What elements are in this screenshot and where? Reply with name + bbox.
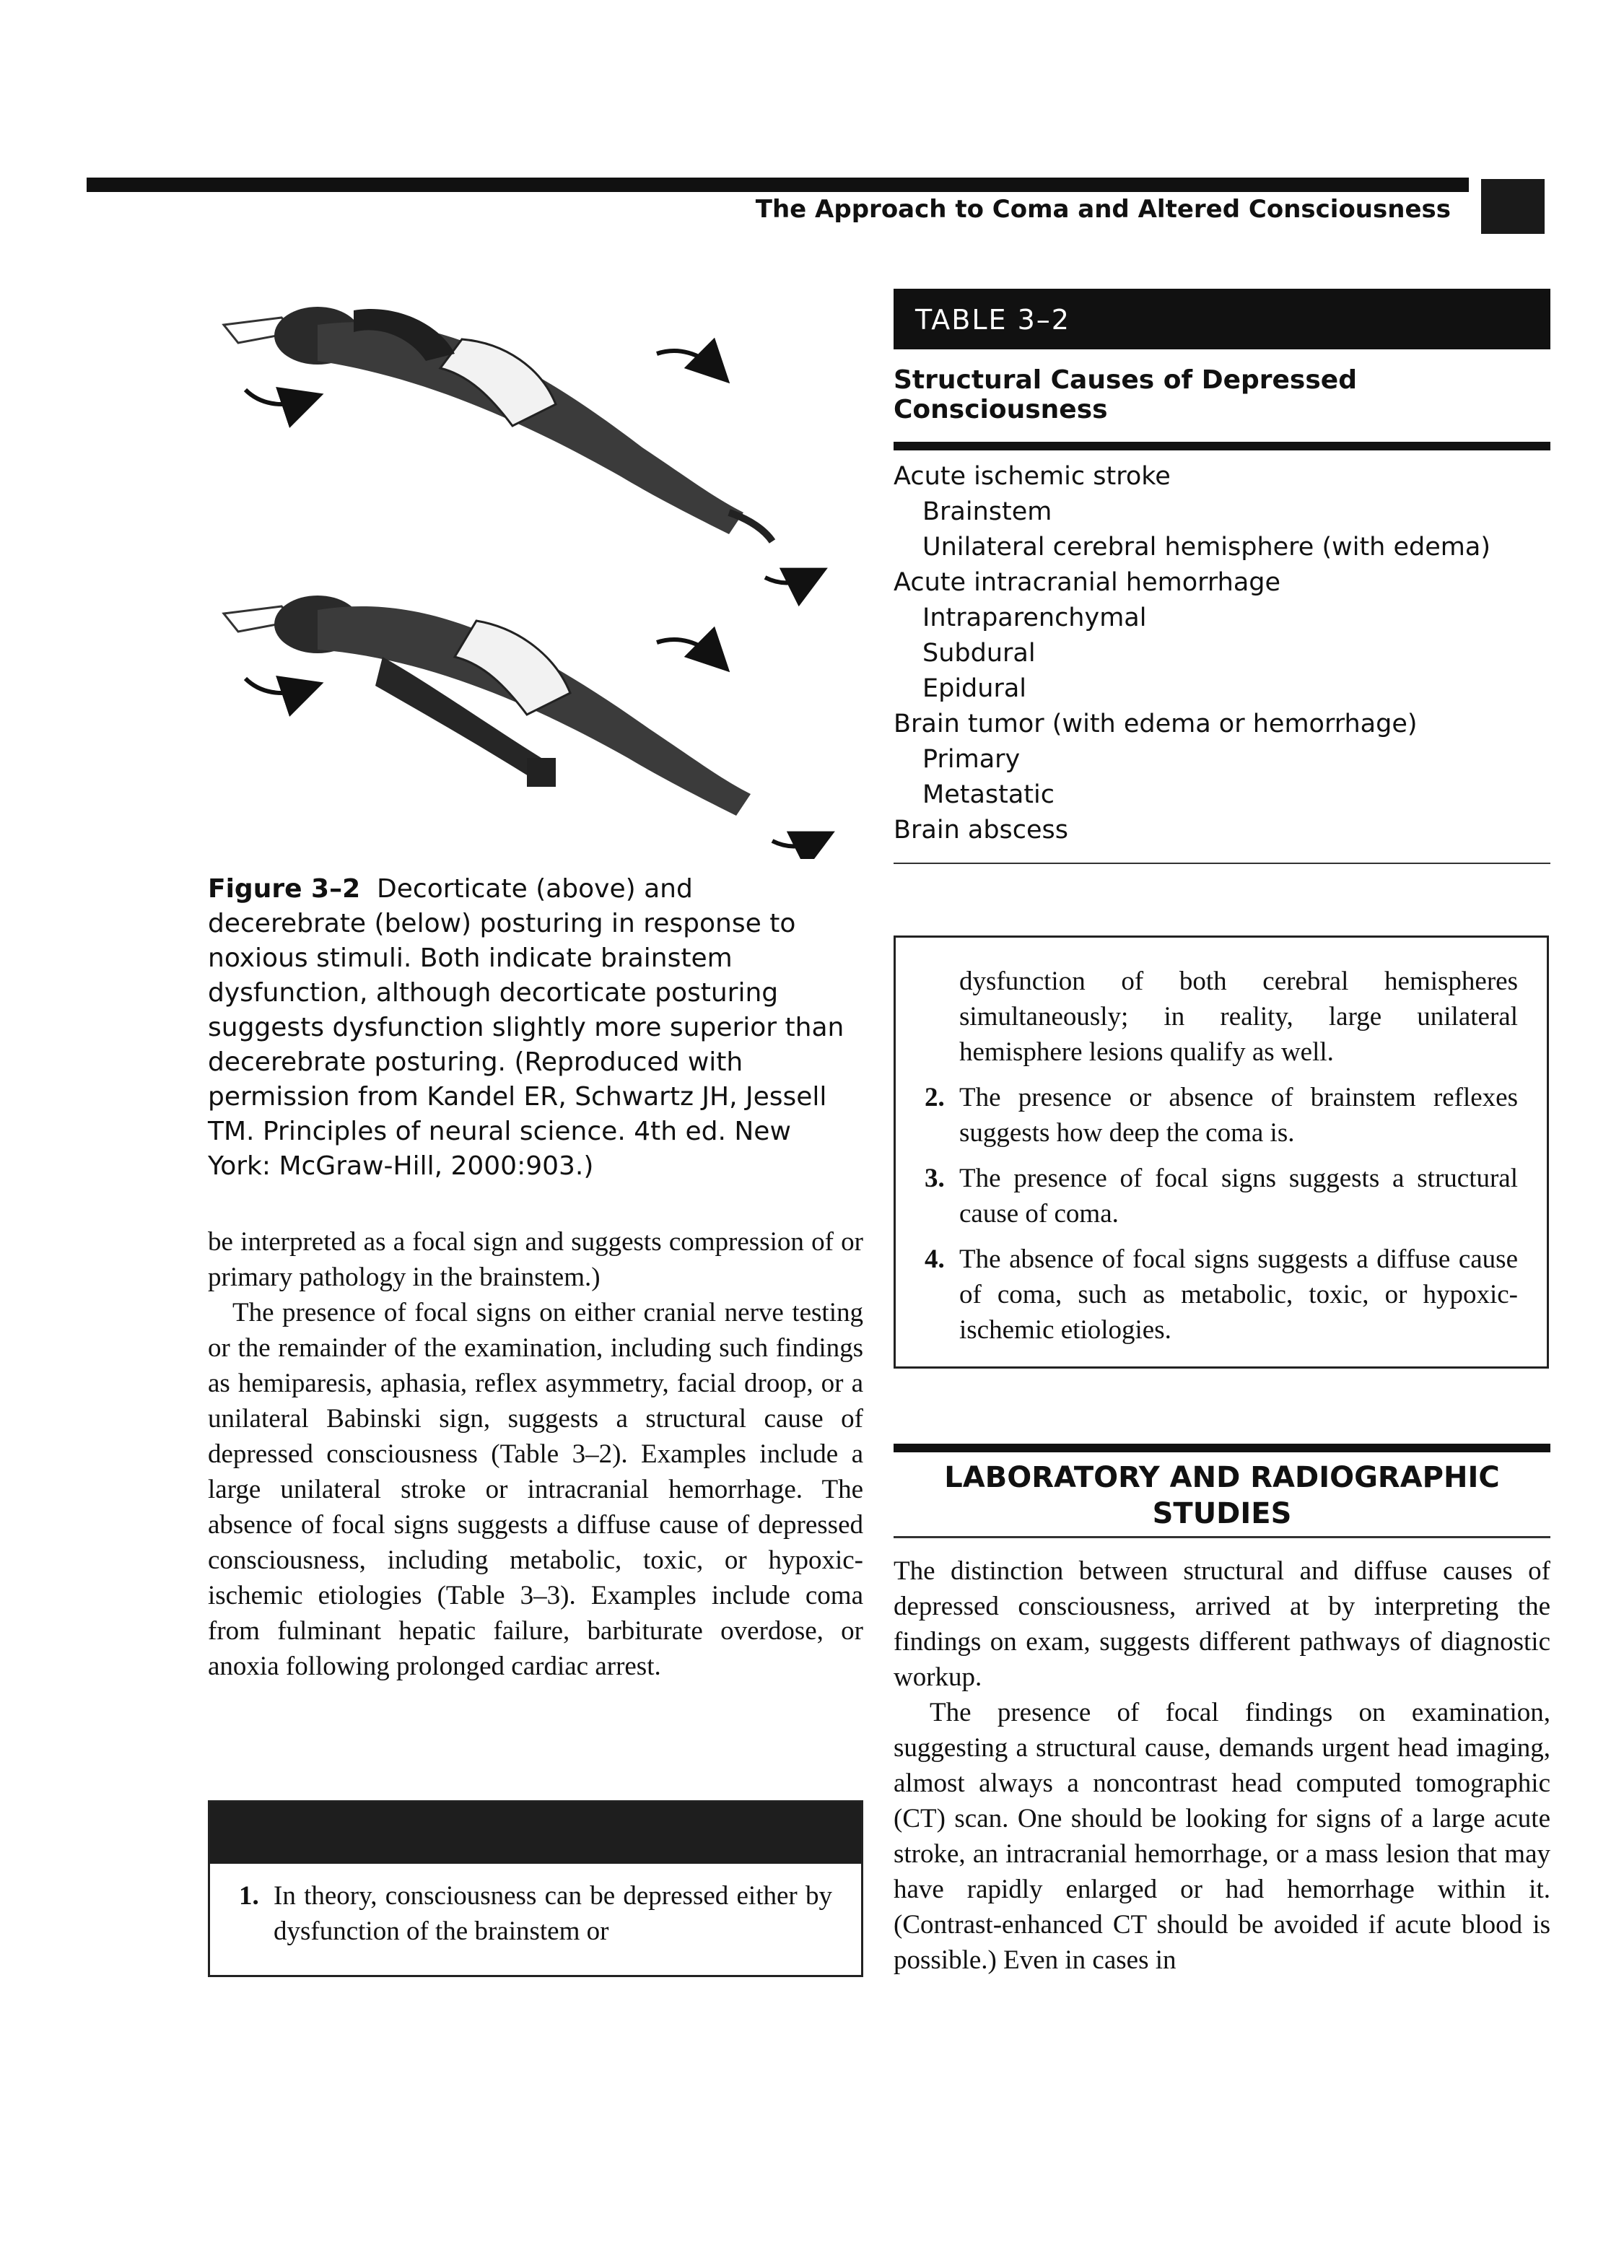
key-point-number: 4. xyxy=(925,1244,945,1274)
key-point-item xyxy=(925,1080,1518,1151)
left-paragraph-2: The presence of focal signs on either cranial nerve testing or the remainder of the examination, including such findings as hemiparesis, aphasia, reflex asymmetry, facial droop, or a unilateral Babinski sign, suggests a structural cause of depressed consciousness (Table 3–2). Examples include a large unilateral stroke or intracranial hemorrhage. The absence of focal signs suggests a diffuse cause of depressed consciousness, including metabolic, toxic, or hypoxic-ischemic etiologies (Table 3–3). Examples include coma from fulminant hepatic failure, barbiturate overdose, or anoxia following prolonged cardiac arrest. xyxy=(208,1298,863,1681)
table-rule xyxy=(894,442,1550,450)
section-rule xyxy=(894,1444,1550,1452)
table-item: Brain abscess xyxy=(894,816,1069,845)
key-points-box-start xyxy=(208,1800,863,1977)
left-body-text xyxy=(208,1224,863,1684)
table-subitem: Epidural xyxy=(922,674,1027,703)
key-point-text: The presence or absence of brainstem reflexes suggests how deep the coma is. xyxy=(959,1083,1518,1148)
table-subitem: Metastatic xyxy=(922,780,1055,809)
key-point-text: The presence of focal signs suggests a structural cause of coma. xyxy=(959,1164,1518,1229)
header-rule xyxy=(87,178,1469,192)
key-point-item xyxy=(925,1242,1518,1348)
figure-caption-text: Decorticate (above) and decerebrate (below) posturing in response to noxious stimuli. Both indicate brainstem dysfunction, although decorticate posturing suggests dysfunction slightly more superior than decerebrate posturing. (Reproduced with permission from Kandel ER, Schwartz JH, Jessell TM. Principles of neural science. 4th ed. New York: McGraw-Hill, 2000:903.) xyxy=(208,874,844,1181)
table-subitem: Intraparenchymal xyxy=(922,603,1147,632)
section-heading-line-1: LABORATORY AND RADIOGRAPHIC xyxy=(944,1461,1500,1494)
right-paragraph-1: The distinction between structural and diffuse causes of depressed consciousness, arrived at by interpreting the findings on exam, suggests different pathways of diagnostic workup. xyxy=(894,1556,1550,1692)
right-body-text xyxy=(894,1553,1550,1978)
page-tab xyxy=(1481,179,1545,234)
key-point-text: dysfunction of both cerebral hemispheres simultaneously; in reality, large unilateral hemisphere lesions qualify as well. xyxy=(959,967,1518,1067)
running-head: The Approach to Coma and Altered Consciousness xyxy=(755,195,1451,224)
table-items xyxy=(894,459,1550,848)
key-point-continuation xyxy=(925,964,1518,1070)
key-point-number: 3. xyxy=(925,1164,945,1193)
table-subitem: Unilateral cerebral hemisphere (with edema) xyxy=(922,533,1490,562)
key-point-text: The absence of focal signs suggests a diffuse cause of coma, such as metabolic, toxic, or hypoxic-ischemic etiologies. xyxy=(959,1244,1518,1345)
key-points-box-continued xyxy=(894,935,1549,1369)
key-point-number: 1. xyxy=(239,1881,259,1911)
table-label: TABLE 3–2 xyxy=(894,289,1550,349)
key-point-number: 2. xyxy=(925,1083,945,1112)
decerebrate-figure xyxy=(224,596,816,847)
decorticate-figure xyxy=(224,307,808,583)
table-rule-bottom xyxy=(894,863,1550,864)
table-item: Acute ischemic stroke xyxy=(894,462,1171,491)
section-heading xyxy=(894,1460,1550,1532)
figure-label: Figure 3–2 xyxy=(208,874,361,904)
table-subitem: Subdural xyxy=(922,639,1036,668)
key-point-text: In theory, consciousness can be depressed either by dysfunction of the brainstem or xyxy=(274,1881,832,1946)
key-point-item xyxy=(925,1161,1518,1231)
table-subitem: Primary xyxy=(922,745,1021,774)
table-3-2 xyxy=(894,289,1550,864)
figure-caption xyxy=(208,872,857,1184)
left-paragraph-1: be interpreted as a focal sign and suggests compression of or primary pathology in the brainstem.) xyxy=(208,1227,863,1292)
table-title: Structural Causes of Depressed Consciousness xyxy=(894,365,1357,424)
table-item: Brain tumor (with edema or hemorrhage) xyxy=(894,710,1418,738)
right-paragraph-2: The presence of focal findings on examination, suggesting a structural cause, demands urgent head imaging, almost always a noncontrast head computed tomographic (CT) scan. One should be looking for signs of a large acute stroke, an intracranial hemorrhage, or a mass lesion that may have rapidly enlarged or had hemorrhage within it. (Contrast-enhanced CT should be avoided if acute blood is possible.) Even in cases in xyxy=(894,1698,1550,1975)
key-points-header-bar xyxy=(210,1802,861,1864)
table-subitem: Brainstem xyxy=(922,497,1052,526)
table-item: Acute intracranial hemorrhage xyxy=(894,568,1281,597)
section-heading-line-2: STUDIES xyxy=(1152,1497,1292,1530)
key-point-item xyxy=(239,1878,832,1949)
posturing-illustration xyxy=(195,282,881,859)
section-rule-bottom xyxy=(894,1536,1550,1538)
